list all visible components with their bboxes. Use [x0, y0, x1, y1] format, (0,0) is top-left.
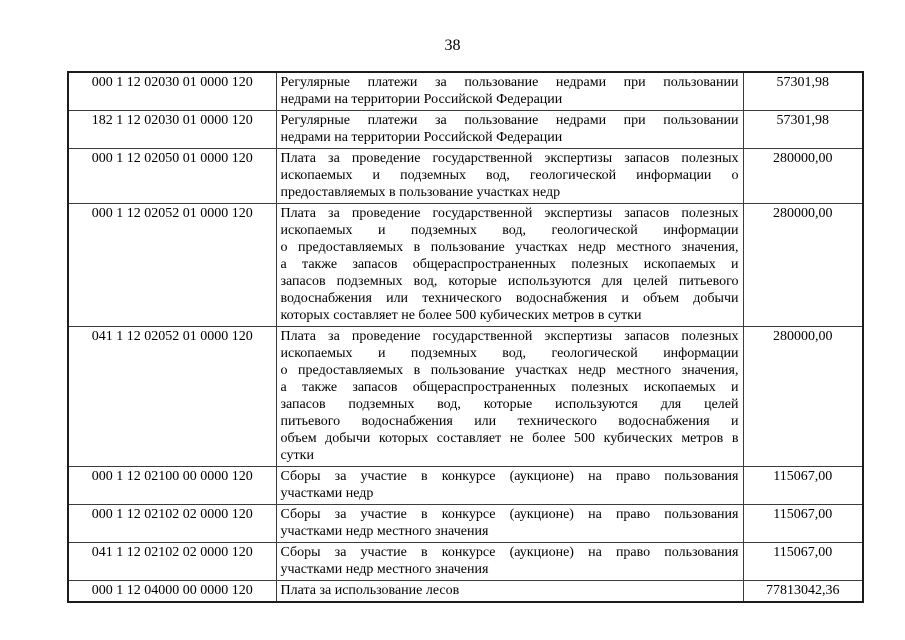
description-line: запасов подземных вод, которые используются для целей питьевого — [280, 274, 739, 289]
description-line: о предоставляемых в пользование участках недр местного значения, — [280, 363, 739, 378]
description-line: ископаемых и подземных вод, геологической информации — [280, 346, 739, 361]
table-row — [68, 204, 863, 327]
budget-code-cell: 000 1 12 02052 01 0000 120 — [68, 204, 276, 327]
amount-cell: 115067,00 — [743, 543, 863, 581]
amount-cell: 280000,00 — [743, 149, 863, 204]
description-cell — [276, 327, 743, 467]
description-line: о предоставляемых в пользование участках недр местного значения, — [280, 240, 739, 255]
table-row — [68, 72, 863, 111]
description-line: Плата за использование лесов — [280, 583, 460, 598]
budget-code-cell: 182 1 12 02030 01 0000 120 — [68, 111, 276, 149]
budget-code-cell: 000 1 12 02100 00 0000 120 — [68, 467, 276, 505]
table-row — [68, 149, 863, 204]
budget-code-cell: 041 1 12 02052 01 0000 120 — [68, 327, 276, 467]
description-line: Сборы за участие в конкурсе (аукционе) на право пользования — [280, 545, 739, 560]
description-line: недрами на территории Российской Федерации — [280, 130, 563, 145]
description-line: объем добычи которых составляет не более 500 кубических метров в — [280, 431, 739, 446]
description-line: недрами на территории Российской Федерации — [280, 92, 563, 107]
description-cell — [276, 204, 743, 327]
description-line: участками недр местного значения — [280, 562, 489, 577]
amount-cell: 77813042,36 — [743, 581, 863, 603]
description-line: водоснабжения или технического водоснабжения и объем добычи — [280, 291, 739, 306]
description-cell — [276, 581, 743, 603]
amount-cell: 115067,00 — [743, 505, 863, 543]
table-row — [68, 467, 863, 505]
budget-table-body — [68, 72, 863, 602]
description-line: Регулярные платежи за пользование недрами при пользовании — [280, 75, 739, 90]
budget-code-cell: 000 1 12 02030 01 0000 120 — [68, 72, 276, 111]
table-row — [68, 543, 863, 581]
description-cell — [276, 543, 743, 581]
description-line: ископаемых и подземных вод, геологической информации о — [280, 168, 739, 183]
budget-code-cell: 000 1 12 04000 00 0000 120 — [68, 581, 276, 603]
amount-cell: 57301,98 — [743, 72, 863, 111]
budget-code-cell: 000 1 12 02102 02 0000 120 — [68, 505, 276, 543]
description-cell — [276, 111, 743, 149]
description-line: Сборы за участие в конкурсе (аукционе) на право пользования — [280, 507, 739, 522]
table-row — [68, 505, 863, 543]
description-line: предоставляемых в пользование участках недр — [280, 185, 561, 200]
budget-code-cell: 041 1 12 02102 02 0000 120 — [68, 543, 276, 581]
description-cell — [276, 467, 743, 505]
description-line: которых составляет не более 500 кубических метров в сутки — [280, 308, 642, 323]
table-row — [68, 327, 863, 467]
description-line: а также запасов общераспространенных полезных ископаемых и — [280, 380, 739, 395]
page-number: 38 — [444, 37, 461, 54]
description-cell — [276, 505, 743, 543]
description-line: ископаемых и подземных вод, геологической информации — [280, 223, 739, 238]
budget-table — [67, 71, 864, 603]
description-line: участками недр — [280, 486, 374, 501]
description-line: запасов подземных вод, которые используются для целей — [280, 397, 739, 412]
description-line: а также запасов общераспространенных полезных ископаемых и — [280, 257, 739, 272]
description-line: сутки — [280, 448, 314, 463]
description-line: Сборы за участие в конкурсе (аукционе) на право пользования — [280, 469, 739, 484]
amount-cell: 280000,00 — [743, 204, 863, 327]
amount-cell: 280000,00 — [743, 327, 863, 467]
table-row — [68, 581, 863, 603]
description-cell — [276, 72, 743, 111]
description-line: участками недр местного значения — [280, 524, 489, 539]
amount-cell: 57301,98 — [743, 111, 863, 149]
description-line: Регулярные платежи за пользование недрами при пользовании — [280, 113, 739, 128]
description-cell — [276, 149, 743, 204]
description-line: питьевого водоснабжения или технического водоснабжения и — [280, 414, 739, 429]
amount-cell: 115067,00 — [743, 467, 863, 505]
table-row — [68, 111, 863, 149]
description-line: Плата за проведение государственной экспертизы запасов полезных — [280, 151, 739, 166]
description-line: Плата за проведение государственной экспертизы запасов полезных — [280, 206, 739, 221]
description-line: Плата за проведение государственной экспертизы запасов полезных — [280, 329, 739, 344]
budget-code-cell: 000 1 12 02050 01 0000 120 — [68, 149, 276, 204]
